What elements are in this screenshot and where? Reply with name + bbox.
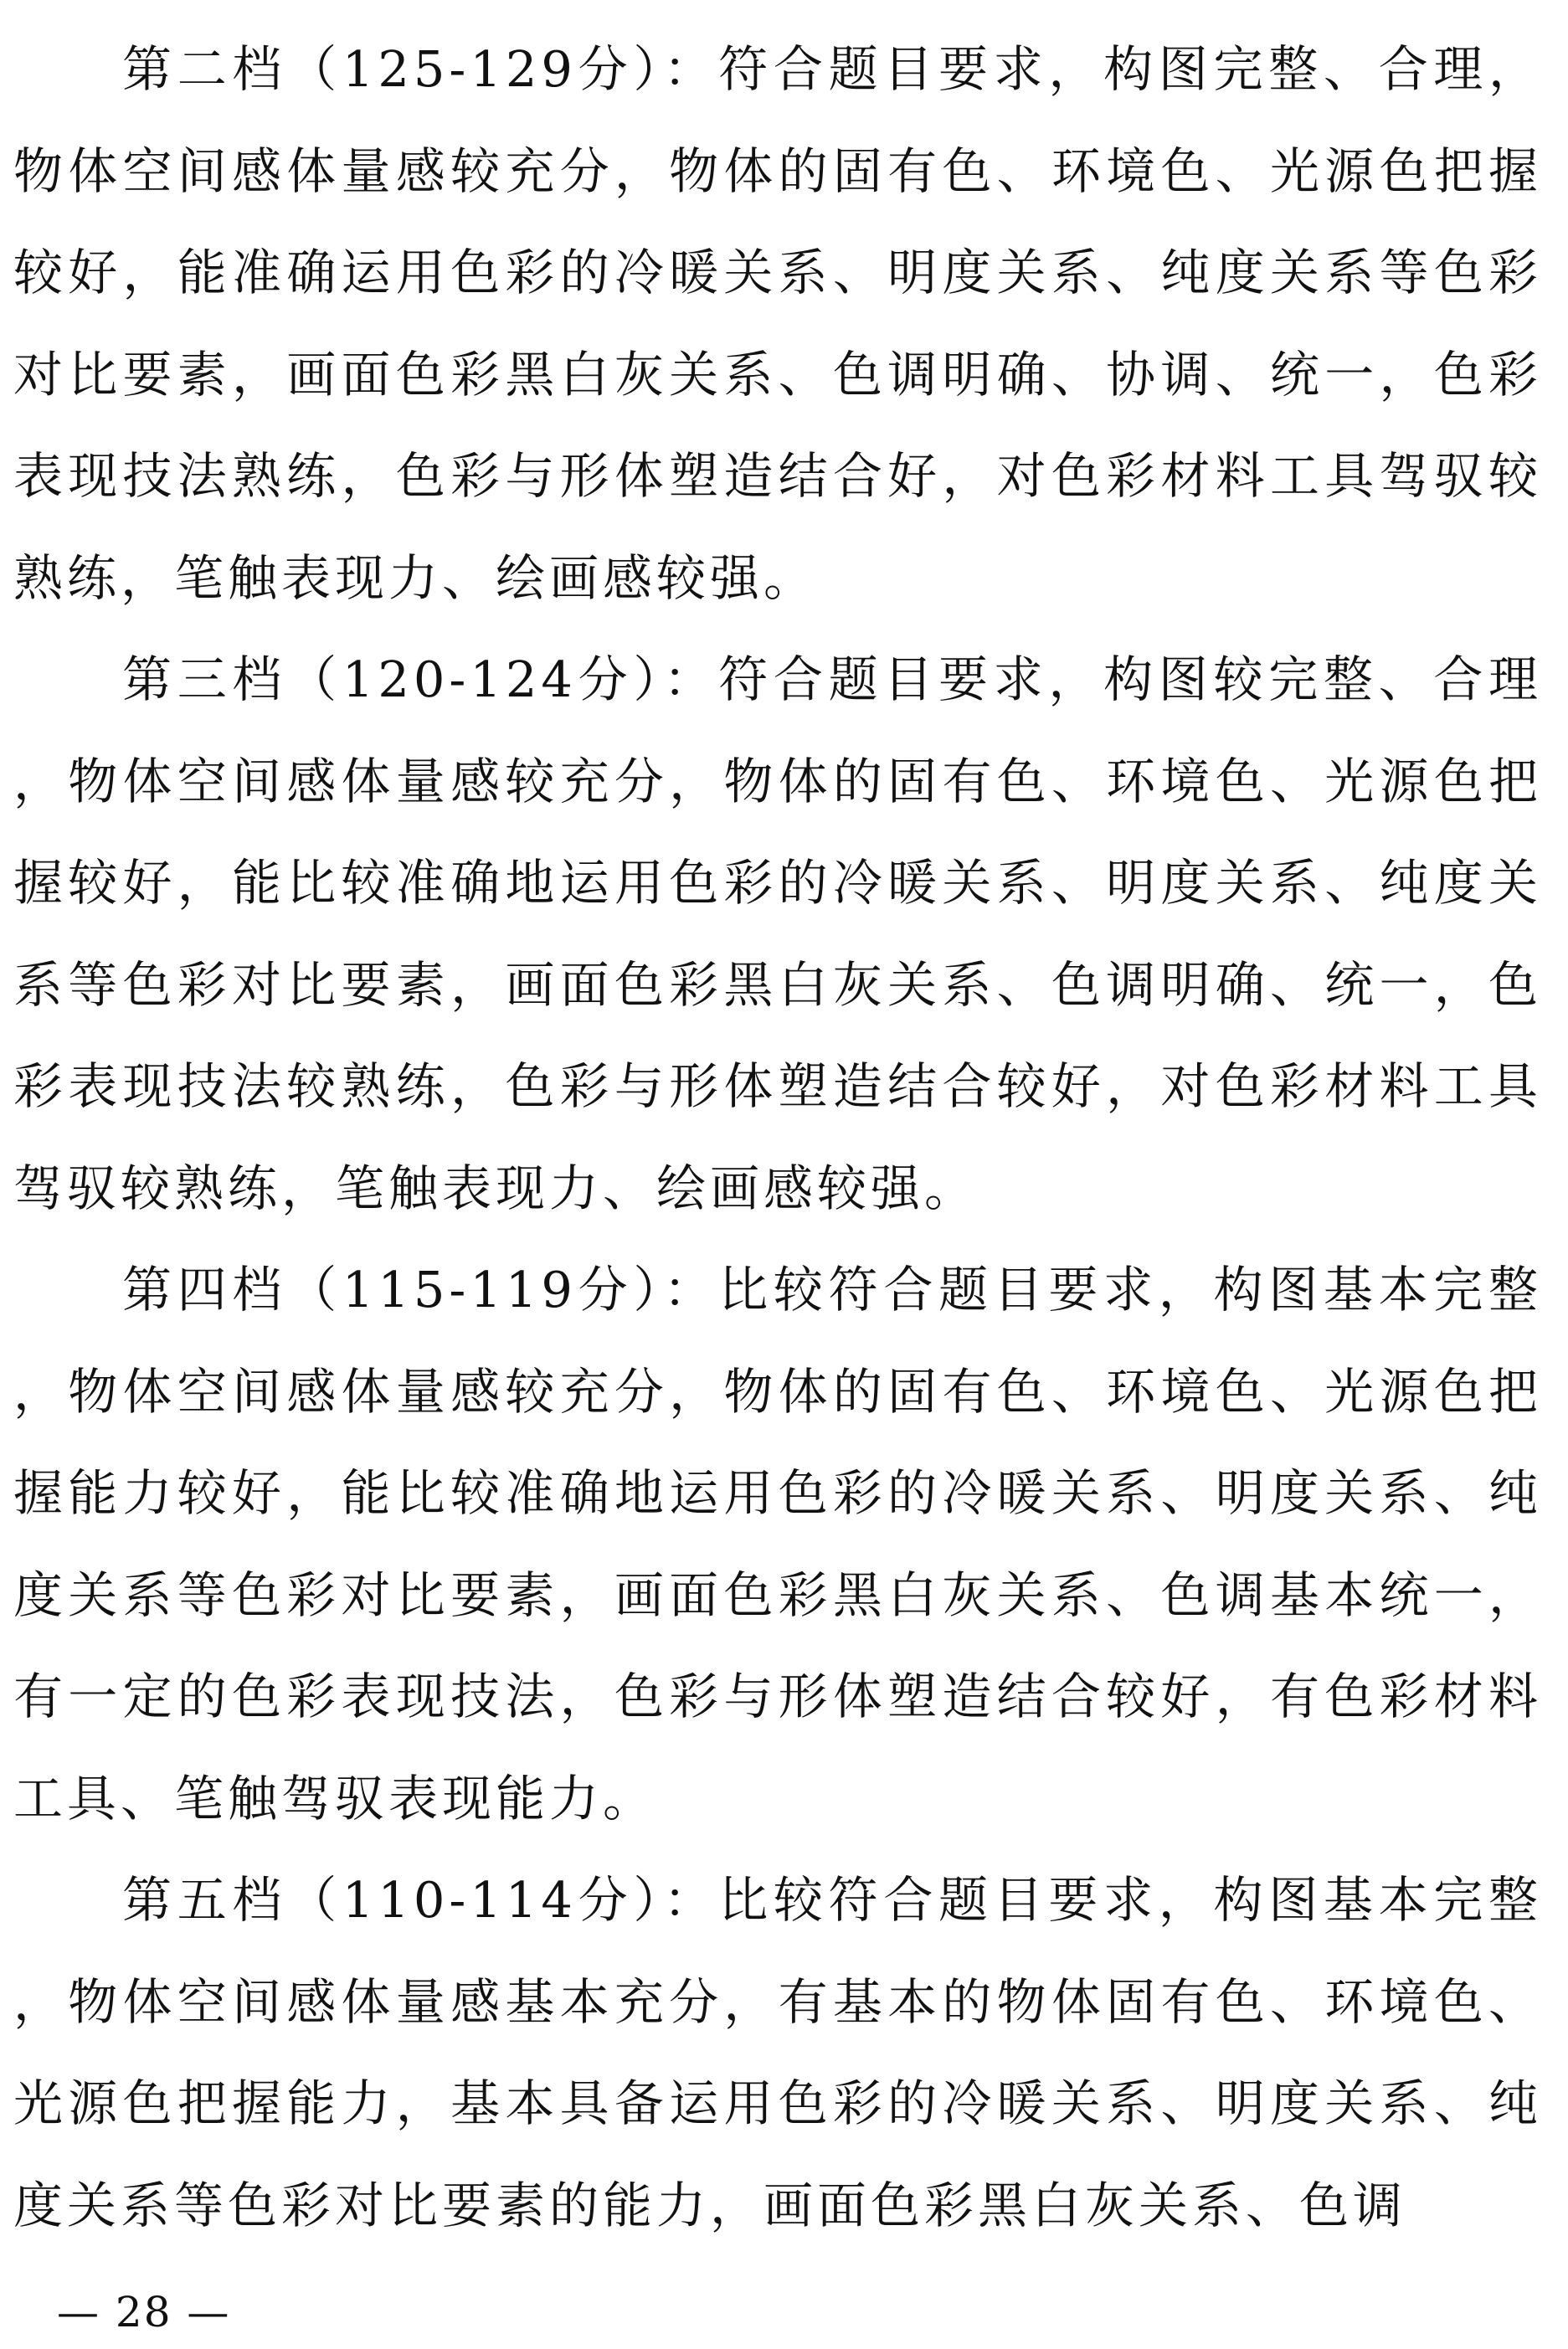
grade-4-paragraph: 第四档（115-119分）：比较符合题目要求，构图基本完整，物体空间感体量感较充分，物体的固有色、环境色、光源色把握能力较好，能比较准确地运用色彩的冷暖关系、明度关系、纯度关系等色彩对比要素，画面色彩黑白灰关系、色调基本统一，有一定的色彩表现技法，色彩与形体塑造结合较好，有色彩材料工具、笔触驾驭表现能力。: [13, 1261, 1542, 1827]
grade-3-paragraph: 第三档（120-124分）：符合题目要求，构图较完整、合理，物体空间感体量感较充分，物体的固有色、环境色、光源色把握较好，能比较准确地运用色彩的冷暖关系、明度关系、纯度关系等色彩对比要素，画面色彩黑白灰关系、色调明确、统一，色彩表现技法较熟练，色彩与形体塑造结合较好，对色彩材料工具驾驭较熟练，笔触表现力、绘画感较强。: [13, 650, 1542, 1217]
grade-5-paragraph: 第五档（110-114分）：比较符合题目要求，构图基本完整，物体空间感体量感基本充分，有基本的物体固有色、环境色、光源色把握能力，基本具备运用色彩的冷暖关系、明度关系、纯度关系等色彩对比要素的能力，画面色彩黑白灰关系、色调: [13, 1871, 1542, 2234]
body-text: [13, 18, 1542, 2256]
grade-2-paragraph: 第二档（125-129分）：符合题目要求，构图完整、合理，物体空间感体量感较充分，物体的固有色、环境色、光源色把握较好，能准确运用色彩的冷暖关系、明度关系、纯度关系等色彩对比要素，画面色彩黑白灰关系、色调明确、协调、统一，色彩表现技法熟练，色彩与形体塑造结合好，对色彩材料工具驾驭较熟练，笔触表现力、绘画感较强。: [13, 40, 1542, 607]
page-number: — 28 —: [57, 2288, 231, 2336]
